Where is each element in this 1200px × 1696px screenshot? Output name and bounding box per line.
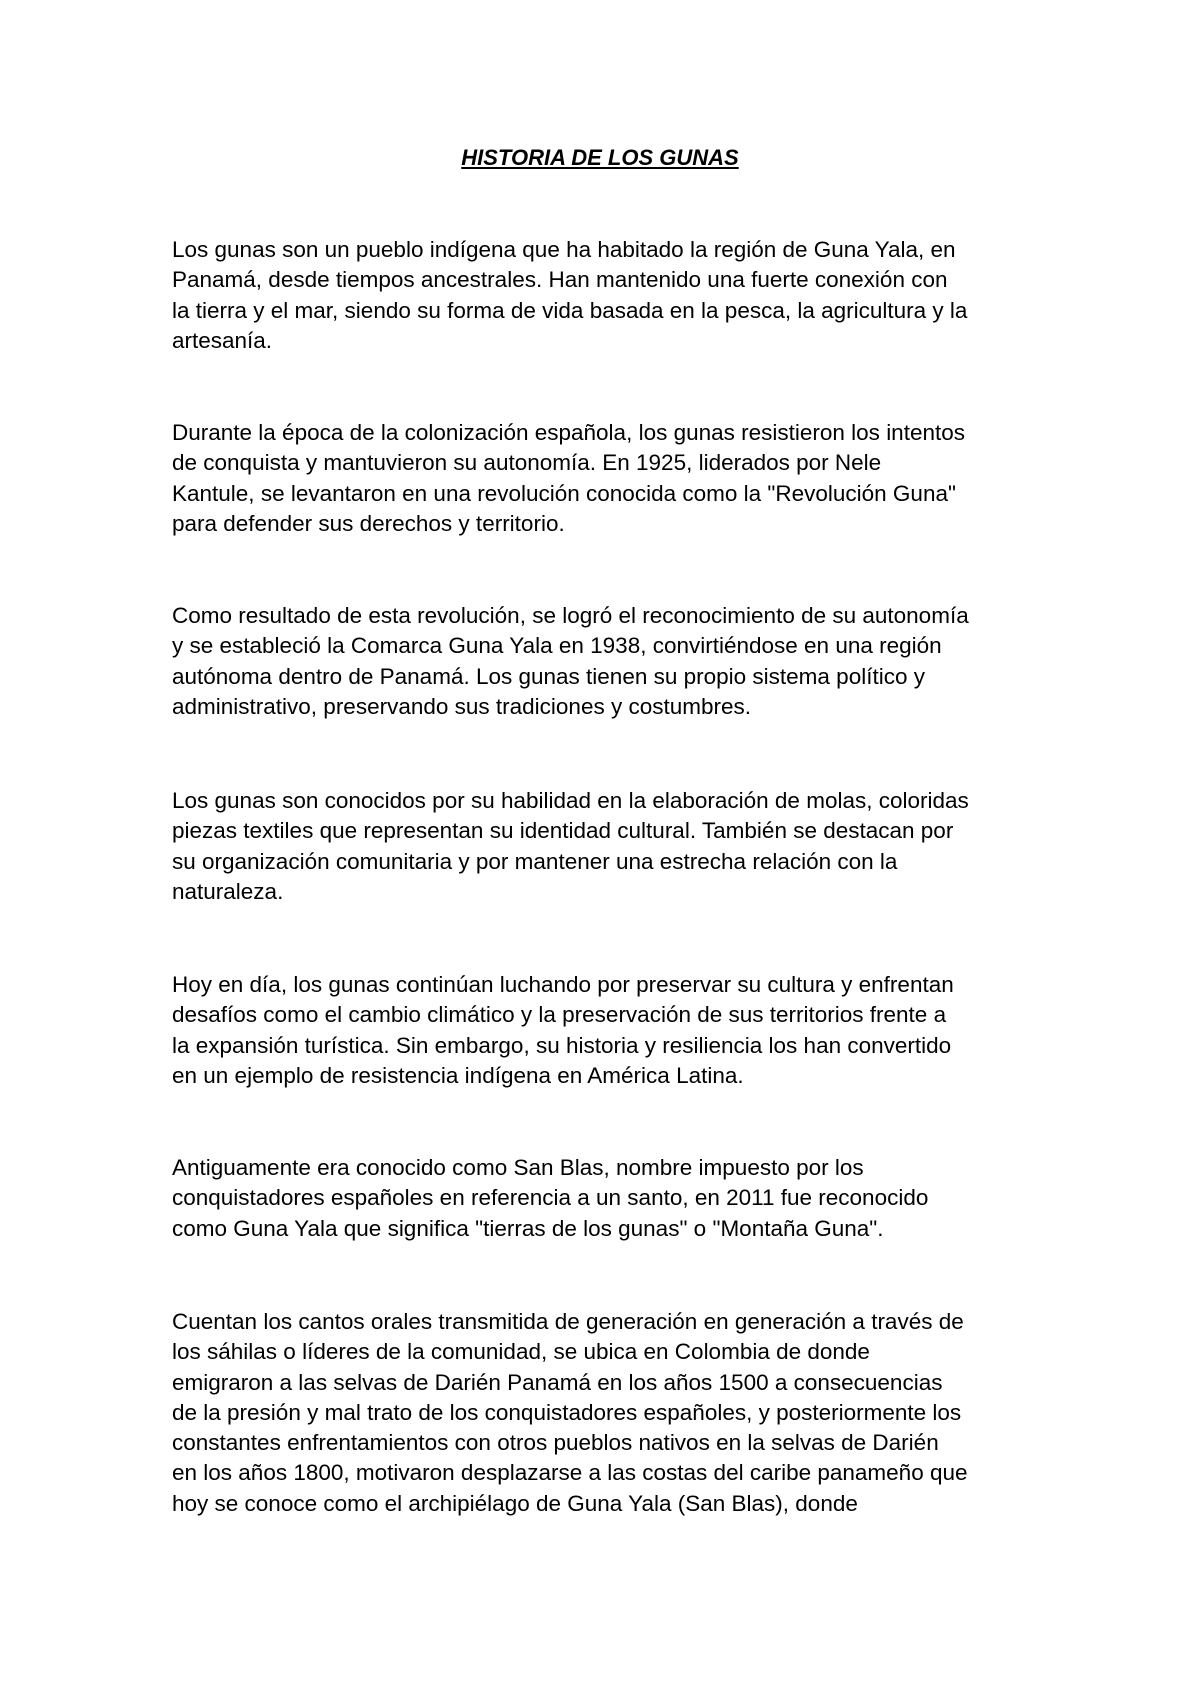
text-line: Kantule, se levantaron en una revolución conocida como la "Revolución Guna"	[172, 480, 956, 506]
text-line: Como resultado de esta revolución, se logró el reconocimiento de su autonomía	[172, 603, 969, 628]
paragraph-today	[172, 970, 1042, 1091]
text-line: hoy se conoce como el archipiélago de Guna Yala (San Blas), donde	[172, 1490, 858, 1516]
text-line: Cuentan los cantos orales transmitida de generación en generación a través de	[172, 1309, 964, 1334]
paragraph-autonomy	[172, 601, 1042, 722]
text-line: Antiguamente era conocido como San Blas, nombre impuesto por los	[172, 1155, 864, 1180]
text-line: como Guna Yala que significa "tierras de los gunas" o "Montaña Guna".	[172, 1215, 884, 1241]
text-line: su organización comunitaria y por mantener una estrecha relación con la	[172, 848, 898, 874]
text-line: Hoy en día, los gunas continúan luchando por preservar su cultura y enfrentan	[172, 972, 954, 997]
text-line: los sáhilas o líderes de la comunidad, se ubica en Colombia de donde	[172, 1339, 870, 1365]
text-line: Los gunas son un pueblo indígena que ha habitado la región de Guna Yala, en	[172, 237, 956, 262]
text-line: emigraron a las selvas de Darién Panamá en los años 1500 a consecuencias	[172, 1369, 943, 1395]
paragraph-san-blas	[172, 1153, 1042, 1244]
text-line: Los gunas son conocidos por su habilidad en la elaboración de molas, coloridas	[172, 788, 969, 813]
text-line: Durante la época de la colonización española, los gunas resistieron los intentos	[172, 420, 965, 445]
text-line: para defender sus derechos y territorio.	[172, 510, 565, 536]
text-line: la expansión turística. Sin embargo, su historia y resiliencia los han convertido	[172, 1032, 952, 1058]
text-line: naturaleza.	[172, 878, 284, 904]
text-line: de la presión y mal trato de los conquistadores españoles, y posteriormente los	[172, 1399, 962, 1425]
text-line: la tierra y el mar, siendo su forma de vida basada en la pesca, la agricultura y la	[172, 297, 968, 323]
text-line: autónoma dentro de Panamá. Los gunas tienen su propio sistema político y	[172, 663, 925, 689]
text-line: en los años 1800, motivaron desplazarse a las costas del caribe panameño que	[172, 1460, 968, 1486]
text-line: Panamá, desde tiempos ancestrales. Han mantenido una fuerte conexión con	[172, 267, 948, 293]
text-line: artesanía.	[172, 327, 273, 353]
text-line: y se estableció la Comarca Guna Yala en 1938, convirtiéndose en una región	[172, 633, 942, 659]
text-line: de conquista y mantuvieron su autonomía. En 1925, liderados por Nele	[172, 450, 882, 476]
text-line: desafíos como el cambio climático y la preservación de sus territorios frente a	[172, 1002, 947, 1028]
paragraph-colonization	[172, 418, 1042, 539]
text-line: conquistadores españoles en referencia a un santo, en 2011 fue reconocido	[172, 1185, 929, 1211]
paragraph-molas	[172, 786, 1042, 907]
document-title: HISTORIA DE LOS GUNAS	[461, 145, 739, 170]
text-line: en un ejemplo de resistencia indígena en América Latina.	[172, 1062, 744, 1088]
text-line: administrativo, preservando sus tradiciones y costumbres.	[172, 693, 752, 719]
text-line: piezas textiles que representan su identidad cultural. También se destacan por	[172, 818, 954, 844]
paragraph-intro	[172, 235, 1042, 356]
text-line: constantes enfrentamientos con otros pueblos nativos en la selvas de Darién	[172, 1430, 939, 1456]
paragraph-origins	[172, 1307, 1042, 1519]
